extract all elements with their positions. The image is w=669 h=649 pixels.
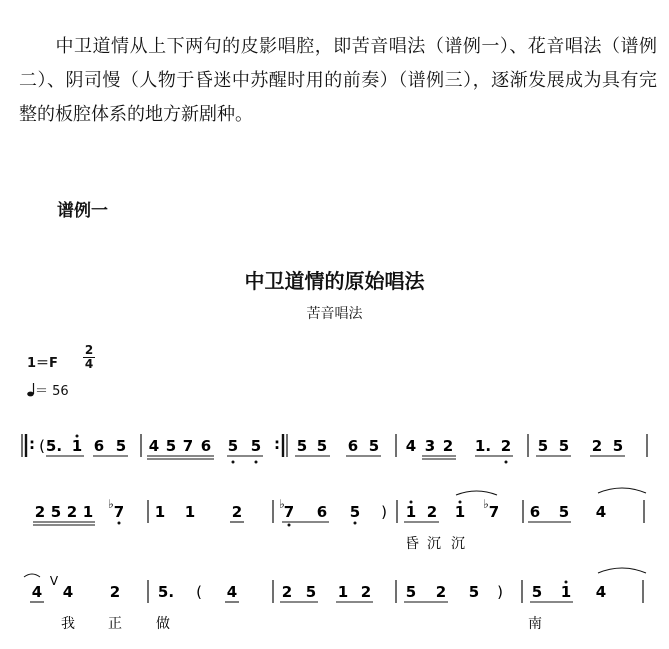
note: 5.: [157, 583, 175, 601]
note: 6: [200, 437, 212, 455]
note: 6: [347, 437, 359, 455]
note: 5: [50, 503, 62, 521]
key-signature: 1＝F: [27, 356, 58, 371]
note: 5.: [45, 437, 63, 455]
note: 5: [558, 503, 570, 521]
note: 4: [595, 503, 607, 521]
note: 5: [296, 437, 308, 455]
note: 5: [537, 437, 549, 455]
low-octave-dot: [354, 522, 357, 525]
low-octave-dot: [232, 461, 235, 464]
note: 1: [560, 583, 572, 601]
open-paren: (: [39, 437, 45, 455]
note: 1: [71, 437, 83, 455]
open-paren: (: [196, 583, 202, 601]
note: 4: [62, 583, 74, 601]
repeat-dots: :: [29, 435, 35, 453]
close-paren: ): [381, 503, 387, 521]
note: 1: [184, 503, 196, 521]
note: 4: [595, 583, 607, 601]
lyric: 沉: [451, 536, 465, 552]
note: 1: [154, 503, 166, 521]
lyric: 沉: [427, 536, 441, 552]
note: 5: [227, 437, 239, 455]
low-octave-dot: [255, 461, 258, 464]
note: 5: [250, 437, 262, 455]
note: 4: [31, 583, 43, 601]
note: 7: [283, 503, 295, 521]
note: 2: [231, 503, 243, 521]
high-octave-dot: [565, 581, 568, 584]
tempo-value: ＝ 56: [35, 384, 69, 399]
note: 1: [82, 503, 94, 521]
note: 7: [488, 503, 500, 521]
repeat-dots: :: [274, 435, 280, 453]
lyric: 做: [156, 616, 170, 632]
example-label: 谱例一: [57, 201, 108, 221]
high-octave-dot: [410, 501, 413, 504]
note: 2: [426, 503, 438, 521]
lyric: 昏: [405, 536, 419, 552]
note: 2: [591, 437, 603, 455]
note: 1: [454, 503, 466, 521]
tie-continuation: [24, 574, 40, 577]
note: 4: [148, 437, 160, 455]
note: 2: [442, 437, 454, 455]
note: 5: [305, 583, 317, 601]
lyric: 南: [528, 616, 542, 632]
flat-sign: ♭: [483, 497, 489, 511]
intro-paragraph: 中卫道情从上下两句的皮影唱腔，即苦音唱法（谱例一）、花音唱法（谱例二）、阴司慢（人物于昏迷中苏醒时用的前奏）（谱例三），逐渐发展成为具有完整的板腔体系的地方新剧种。: [19, 36, 657, 125]
note: 5: [368, 437, 380, 455]
note: 5: [115, 437, 127, 455]
low-octave-dot: [505, 461, 508, 464]
note: 6: [316, 503, 328, 521]
note: 5: [558, 437, 570, 455]
note: 5: [316, 437, 328, 455]
low-octave-dot: [118, 522, 121, 525]
note: 1.: [474, 437, 492, 455]
note: 5: [165, 437, 177, 455]
high-octave-dot: [76, 435, 79, 438]
note: 2: [34, 503, 46, 521]
note: 7: [182, 437, 194, 455]
note: 2: [500, 437, 512, 455]
note: 2: [66, 503, 78, 521]
note: 4: [226, 583, 238, 601]
tie: [598, 568, 646, 573]
song-subtitle: 苦音唱法: [306, 306, 363, 322]
note: 1: [405, 503, 417, 521]
note: 6: [529, 503, 541, 521]
note: 3: [424, 437, 436, 455]
note: 2: [109, 583, 121, 601]
note: 2: [281, 583, 293, 601]
note: 2: [360, 583, 372, 601]
note: 5: [349, 503, 361, 521]
low-octave-dot: [288, 524, 291, 527]
note: 5: [468, 583, 480, 601]
tie: [598, 488, 646, 493]
note: 4: [405, 437, 417, 455]
flat-sign: ♭: [279, 497, 285, 511]
note: 6: [93, 437, 105, 455]
flat-sign: ♭: [108, 497, 114, 511]
note: 5: [612, 437, 624, 455]
lyric: 我: [61, 616, 75, 632]
note: 2: [435, 583, 447, 601]
score-decorations: [24, 456, 646, 602]
lyric: 正: [108, 616, 122, 632]
slur: [456, 491, 497, 495]
song-title: 中卫道情的原始唱法: [244, 269, 425, 293]
meter-top: 2: [84, 343, 94, 357]
note: 5: [405, 583, 417, 601]
breath-mark: V: [49, 574, 59, 588]
note: 5: [531, 583, 543, 601]
meter-bottom: 4: [84, 357, 94, 371]
close-paren: ): [497, 583, 503, 601]
note: 7: [113, 503, 125, 521]
high-octave-dot: [459, 501, 462, 504]
note: 1: [337, 583, 349, 601]
